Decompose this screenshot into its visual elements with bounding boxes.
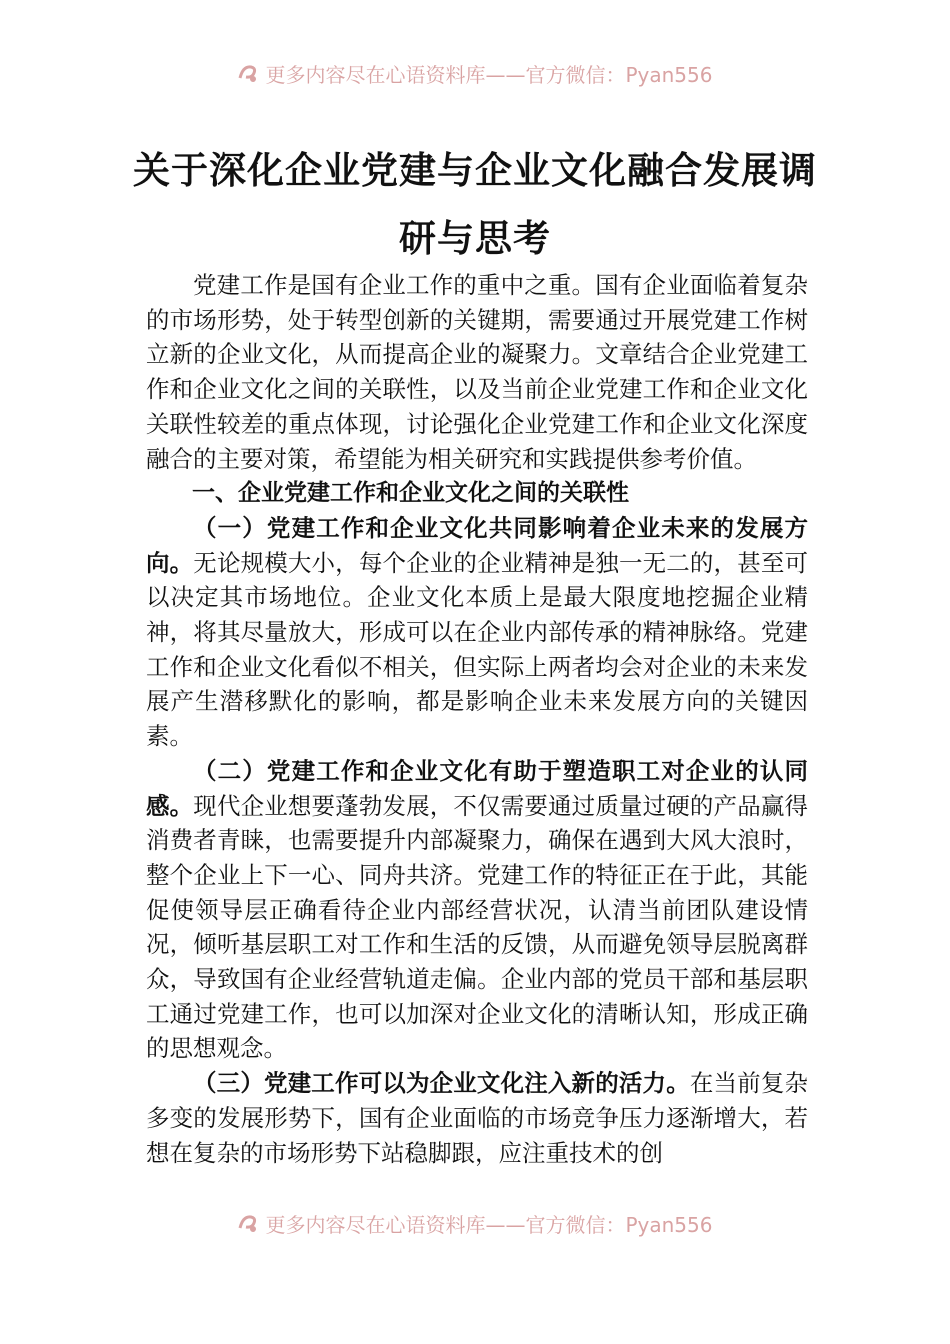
watermark-text: 更多内容尽在心语资料库——官方微信：Pyan556	[265, 1212, 713, 1237]
watermark-text: 更多内容尽在心语资料库——官方微信：Pyan556	[265, 62, 713, 87]
paragraph-2	[146, 754, 808, 1066]
paragraph-1-body: 无论规模大小，每个企业的企业精神是独一无二的，甚至可以决定其市场地位。企业文化本质上是最大限度地挖掘企业精神，将其尽量放大，形成可以在企业内部传承的精神脉络。党建工作和企业文化看似不相关，但实际上两者均会对企业的未来发展产生潜移默化的影响，都是影响企业未来发展方向的关键因素。	[146, 548, 808, 751]
paragraph-3-lead: （三）党建工作可以为企业文化注入新的活力。	[193, 1069, 690, 1098]
section-1-heading: 一、企业党建工作和企业文化之间的关联性	[192, 480, 629, 507]
document-title-line-1: 关于深化企业党建与企业文化融合发展调	[133, 148, 817, 192]
paragraph-2-body: 现代企业想要蓬勃发展，不仅需要通过质量过硬的产品赢得消费者青睐，也需要提升内部凝聚力，确保在遇到大风大浪时，整个企业上下一心、同舟共济。党建工作的特征正在于此，其能促使领导层正确看待企业内部经营状况，认清当前团队建设情况，倾听基层职工对工作和生活的反馈，从而避免领导层脱离群众，导致国有企业经营轨道走偏。企业内部的党员干部和基层职工通过党建工作，也可以加深对企业文化的清晰认知，形成正确的思想观念。	[146, 791, 808, 1063]
paragraph-2-lead: （二）党建工作和企业文化有助于塑造职工对企业的认同感。	[146, 756, 808, 820]
intro-paragraph: 党建工作是国有企业工作的重中之重。国有企业面临着复杂的市场形势，处于转型创新的关键期，需要通过开展党建工作树立新的企业文化，从而提高企业的凝聚力。文章结合企业党建工作和企业文化之间的关联性，以及当前企业党建工作和企业文化关联性较差的重点体现，讨论强化企业党建工作和企业文化深度融合的主要对策，希望能为相关研究和实践提供参考价值。	[146, 271, 808, 473]
watermark-top	[0, 56, 950, 90]
paragraph-3-body: 在当前复杂多变的发展形势下，国有企业面临的市场竞争压力逐渐增大，若想在复杂的市场形势下站稳脚跟，应注重技术的创	[146, 1069, 808, 1167]
document-title-line-2: 研与思考	[399, 216, 551, 260]
paragraph-1-lead: （一）党建工作和企业文化共同影响着企业未来的发展方向。	[146, 513, 808, 577]
watermark-logo-icon	[237, 62, 259, 84]
paragraph-1	[146, 511, 808, 754]
document-body	[146, 268, 808, 1170]
paragraph-3	[146, 1066, 808, 1170]
watermark-logo-icon	[237, 1212, 259, 1234]
watermark-bottom	[0, 1206, 950, 1240]
